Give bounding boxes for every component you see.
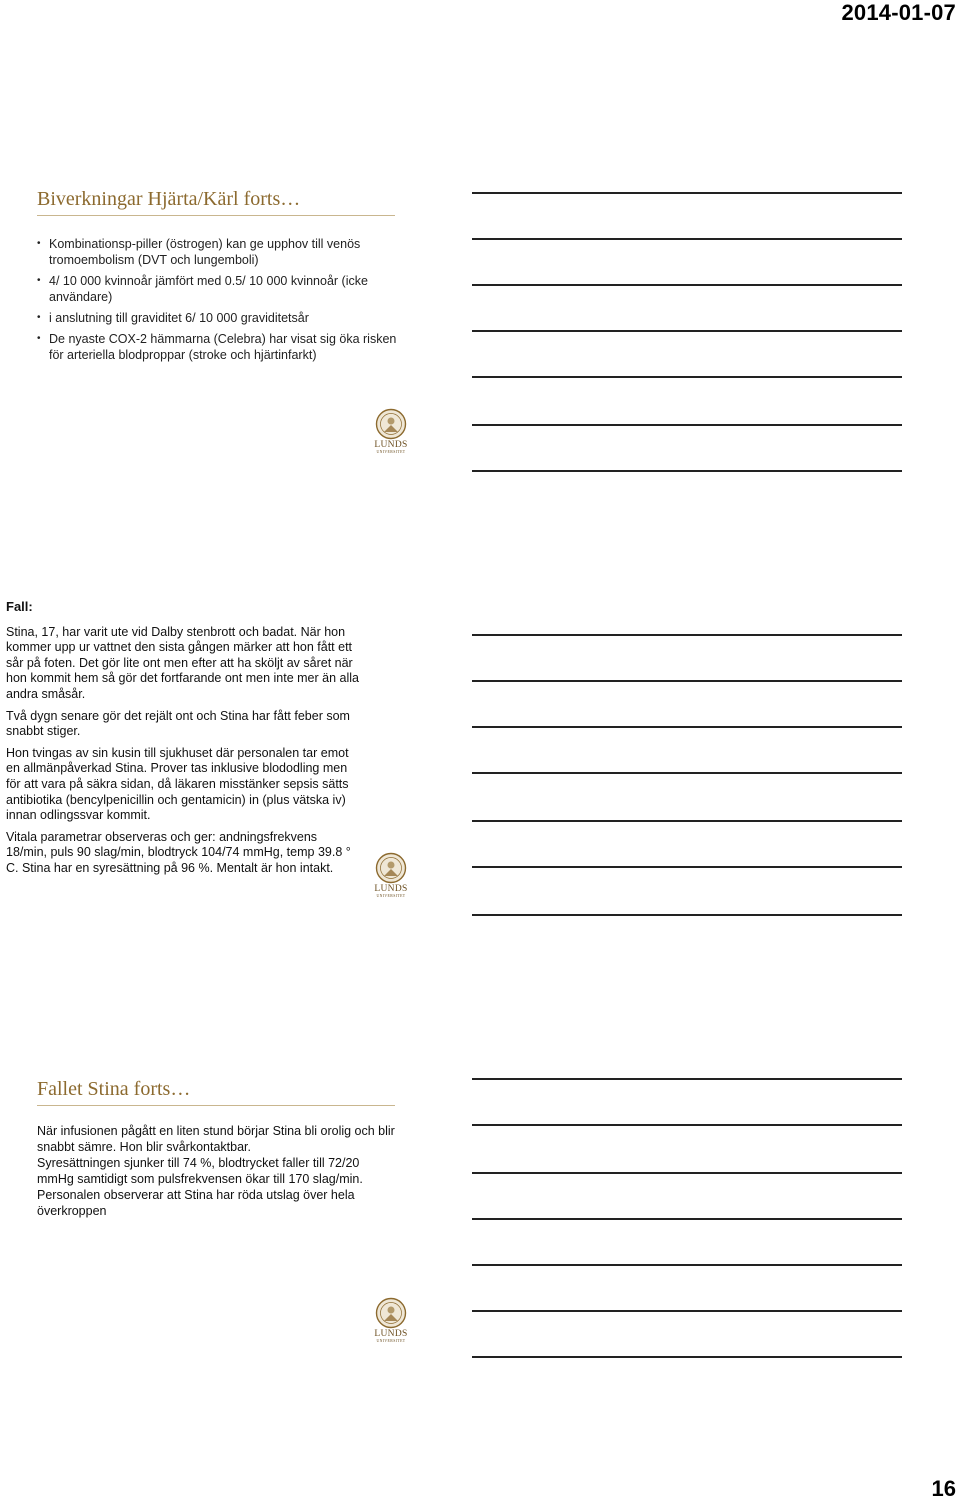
lunds-universitet-logo [369, 852, 413, 908]
note-line [472, 866, 902, 868]
lunds-universitet-logo [369, 408, 413, 464]
university-seal-icon [369, 852, 413, 884]
note-line [472, 1078, 902, 1080]
case-paragraph: Två dygn senare gör det rejält ont och Stina har fått feber som snabbt stiger. [6, 708, 350, 739]
case-paragraph: Stina, 17, har varit ute vid Dalby stenbrott och badat. När hon kommer upp ur vattnet den sista gången märker att hon fått ett sår på foten. Det gör lite ont men efter att ha sköljt av såret när hon kommit hem så gör det fortfarande ont men inte mer än alla andra småsår. [6, 624, 359, 701]
slide-2 [0, 585, 420, 925]
case-paragraph: Hon tvingas av sin kusin till sjukhuset där personalen tar emot en allmänpåverkad Stina. Prover tas inklusive blododling men för att vara på säkra sidan, då läkaren misstänker sepsis sätts antibiotika (bencylpenicillin och gentamicin) in (plus vätska iv) innan odlingssvar kommit. [6, 745, 349, 823]
logo-subtitle: UNIVERSITET [376, 450, 406, 454]
note-line [472, 376, 902, 378]
note-line [472, 1356, 902, 1358]
note-line [472, 1264, 902, 1266]
note-line [472, 424, 902, 426]
slide-3 [0, 1030, 420, 1370]
logo-wordmark: LUNDS [374, 440, 408, 450]
slide-title: Fallet Stina forts… [37, 1078, 191, 1100]
slide-1 [0, 140, 420, 480]
bullet-item: • 4/ 10 000 kvinnoår jämfört med 0.5/ 10 000 kvinnoår (icke användare) [37, 273, 397, 305]
university-seal-icon [369, 408, 413, 440]
note-line [472, 680, 902, 682]
note-line [472, 192, 902, 194]
note-line [472, 238, 902, 240]
note-line [472, 1124, 902, 1126]
logo-wordmark: LUNDS [374, 884, 408, 894]
university-seal-icon [369, 1297, 413, 1329]
note-line [472, 470, 902, 472]
note-line [472, 1310, 902, 1312]
bullet-item: • De nyaste COX-2 hämmarna (Celebra) har visat sig öka risken för arteriella blodproppar (stroke och hjärtinfarkt) [37, 331, 397, 363]
note-line [472, 772, 902, 774]
title-divider [37, 215, 395, 216]
slide-title: Biverkningar Hjärta/Kärl forts… [37, 188, 301, 210]
logo-subtitle: UNIVERSITET [376, 894, 406, 898]
note-line [472, 330, 902, 332]
logo-wordmark: LUNDS [374, 1329, 408, 1339]
note-line [472, 1172, 902, 1174]
slide-body [37, 1123, 397, 1219]
note-line [472, 914, 902, 916]
case-heading: Fall: [6, 599, 33, 614]
case-paragraph: Vitala parametrar observeras och ger: andningsfrekvens 18/min, puls 90 slag/min, blodtryck 104/74 mmHg, temp 39.8 ° C. Stina har en syresättning på 96 %. Mentalt är hon intakt. [6, 829, 351, 875]
logo-subtitle: UNIVERSITET [376, 1339, 406, 1343]
note-line [472, 820, 902, 822]
lunds-universitet-logo [369, 1297, 413, 1353]
body-paragraph: När infusionen pågått en liten stund börjar Stina bli orolig och blir snabbt sämre. Hon blir svårkontaktbar. [37, 1124, 395, 1154]
body-paragraph: Syresättningen sjunker till 74 %, blodtrycket faller till 72/20 mmHg samtidigt som pulsfrekvensen ökar till 170 slag/min. [37, 1156, 363, 1186]
header-date: 2014-01-07 [841, 0, 956, 25]
note-line [472, 284, 902, 286]
case-text [6, 599, 361, 883]
note-line [472, 1218, 902, 1220]
bullet-item: • Kombinationsp-piller (östrogen) kan ge upphov till venös tromoembolism (DVT och lungemboli) [37, 236, 397, 268]
bullet-item: • i anslutning till graviditet 6/ 10 000 graviditetsår [37, 310, 397, 326]
note-line [472, 726, 902, 728]
note-line [472, 634, 902, 636]
bullet-list [37, 236, 397, 368]
page-number: 16 [931, 1476, 956, 1501]
title-divider [37, 1105, 395, 1106]
body-paragraph: Personalen observerar att Stina har röda utslag över hela överkroppen [37, 1188, 355, 1218]
